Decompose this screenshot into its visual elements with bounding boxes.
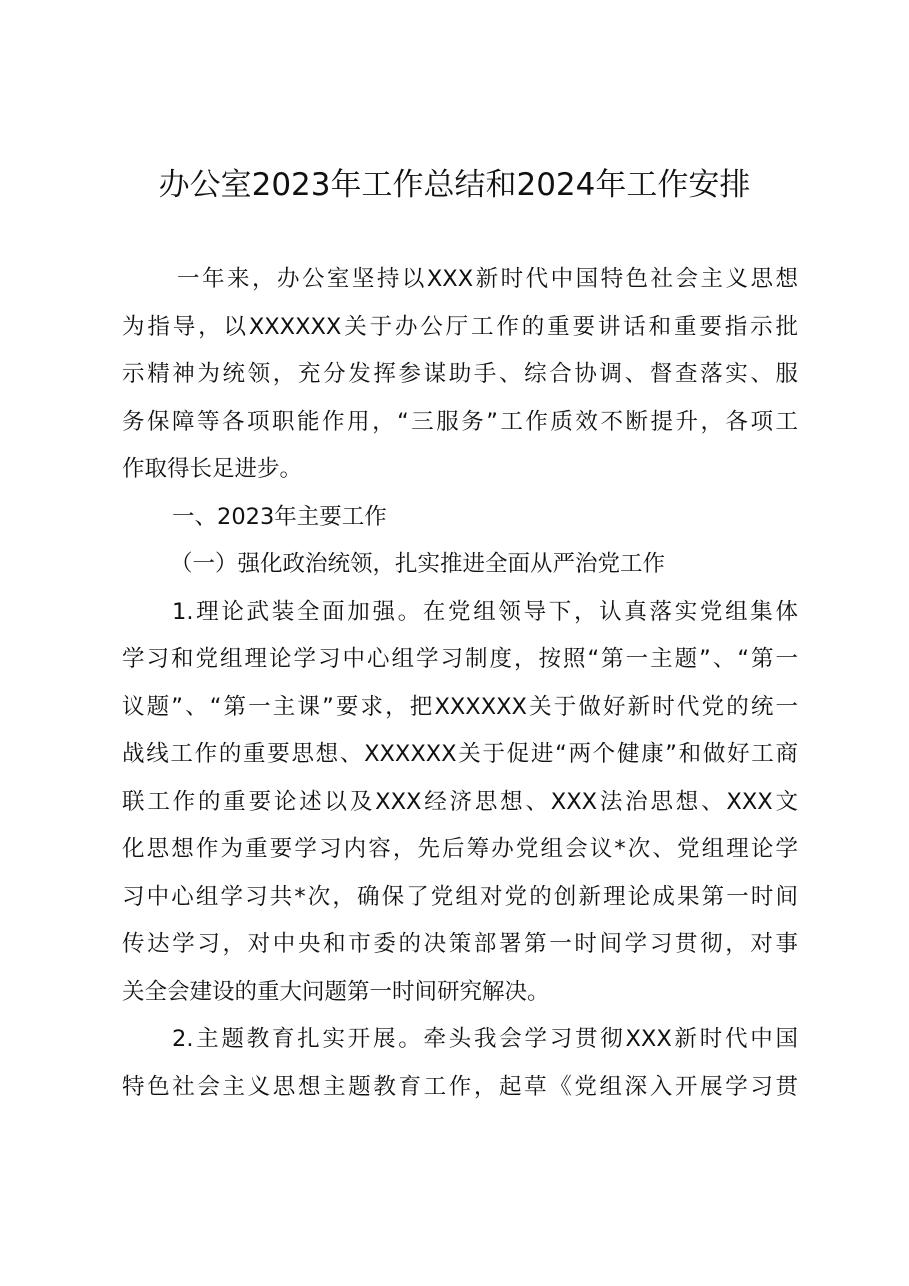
paragraph-1-line-1: 一年来，办公室坚持以XXX新时代中国特色社会主义思想 (177, 266, 798, 292)
paragraph-2-line-9: 关全会建设的重大问题第一时间研究解决。 (122, 978, 550, 1005)
document-title: 办公室2023年工作总结和2024年工作安排 (158, 167, 751, 203)
paragraph-2-line-7: 习中心组学习共*次，确保了党组对党的创新理论成果第一时间 (122, 883, 798, 910)
document-body (122, 256, 798, 1111)
paragraph-2-line-5: 联工作的重要论述以及XXX经济思想、XXX法治思想、XXX文 (122, 788, 798, 815)
paragraph-1-line-4: 务保障等各项职能作用，“三服务”工作质效不断提升，各项工 (122, 408, 798, 435)
paragraph-2-line-4: 战线工作的重要思想、XXXXXX关于促进“两个健康”和做好工商 (122, 741, 798, 767)
paragraph-2-line-8: 传达学习，对中央和市委的决策部署第一时间学习贯彻，对事 (122, 931, 798, 957)
paragraph-1-line-3: 示精神为统领，充分发挥参谋助手、综合协调、督查落实、服 (122, 361, 798, 387)
paragraph-1-line-2: 为指导，以XXXXXX关于办公厅工作的重要讲话和重要指示批 (122, 313, 798, 340)
paragraph-2-line-1: 1.理论武装全面加强。在党组领导下，认真落实党组集体 (172, 598, 798, 625)
paragraph-3-line-2: 特色社会主义思想主题教育工作，起草《党组深入开展学习贯 (122, 1073, 798, 1100)
paragraph-3-line-1: 2.主题教育扎实开展。牵头我会学习贯彻XXX新时代中国 (172, 1026, 798, 1052)
paragraph-1-line-5: 作取得长足进步。 (122, 456, 303, 482)
section-heading: 一、2023年主要工作 (172, 503, 387, 530)
paragraph-2-line-6: 化思想作为重要学习内容，先后筹办党组会议*次、党组理论学 (122, 836, 798, 862)
paragraph-2-line-2: 学习和党组理论学习中心组学习制度，按照“第一主题”、“第一 (122, 646, 798, 672)
subsection-heading: （一）强化政治统领，扎实推进全面从严治党工作 (170, 551, 666, 577)
paragraph-2-line-3: 议题”、“第一主课”要求，把XXXXXX关于做好新时代党的统一 (122, 693, 798, 720)
